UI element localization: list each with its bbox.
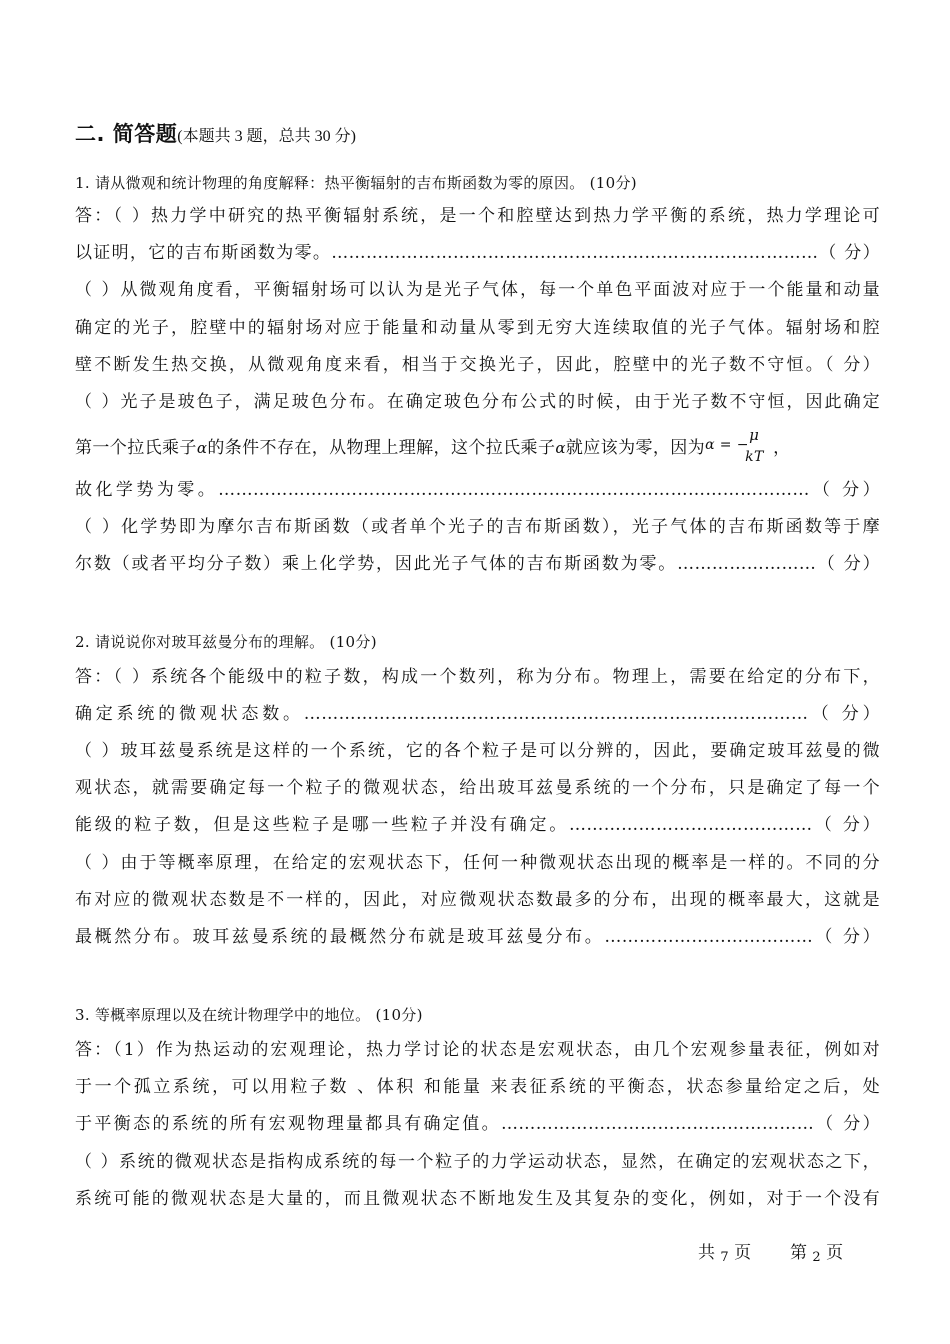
answer-2-line: （ ）玻耳兹曼系统是这样的一个系统，它的各个粒子是可以分辨的，因此，要确定玻耳兹曼的微: [75, 741, 880, 761]
answer-1-line: （ ）光子是玻色子，满足玻色分布。在确定玻色分布公式的时候，由于光子数不守恒，因此确定: [75, 392, 880, 412]
answer-3-line: 于平衡态的系统的所有宏观物理量都具有确定值。………………………………………………（ 分）: [75, 1114, 880, 1134]
answer-2-line: 布对应的微观状态数是不一样的，因此，对应微观状态数最多的分布，出现的概率最大，这就是: [75, 890, 880, 910]
answer-2-line: 观状态，就需要确定每一个粒子的微观状态，给出玻耳兹曼系统的一个分布，只是确定了每一个: [75, 778, 880, 798]
section-heading-note: (本题共 3 题，总共 30 分): [177, 128, 356, 145]
answer-1-formula-line: 第一个拉氏乘子α的条件不存在，从物理上理解，这个拉氏乘子α就应该为零，因为 α = − μ kT ，: [75, 426, 791, 465]
page-number: 第 2 页: [790, 1243, 844, 1265]
answer-1-line: （ ）从微观角度看，平衡辐射场可以认为是光子气体，每一个单色平面波对应于一个能量和动量: [75, 280, 880, 300]
answer-3-line: 答：（1）作为热运动的宏观理论，热力学讨论的状态是宏观状态，由几个宏观参量表征，例如对: [75, 1040, 880, 1060]
chemical-potential-formula: α = − μ kT: [705, 426, 764, 465]
alpha-symbol: α: [555, 439, 566, 457]
answer-1-line: （ ）化学势即为摩尔吉布斯函数（或者单个光子的吉布斯函数），光子气体的吉布斯函数等于摩: [75, 517, 880, 537]
answer-3-line: 于一个孤立系统，可以用粒子数 、体积 和能量 来表征系统的平衡态，状态参量给定之后，处: [75, 1077, 880, 1097]
answer-1-line: 尔数（或者平均分子数）乘上化学势，因此光子气体的吉布斯函数为零。……………………（ 分）: [75, 554, 880, 574]
answer-2-line: 答：（ ）系统各个能级中的粒子数，构成一个数列，称为分布。物理上，需要在给定的分布下，: [75, 667, 880, 687]
answer-2-line: （ ）由于等概率原理，在给定的宏观状态下，任何一种微观状态出现的概率是一样的。不同的分: [75, 853, 880, 873]
answer-1-line: 确定的光子，腔壁中的辐射场对应于能量和动量从零到无穷大连续取值的光子气体。辐射场和腔: [75, 318, 880, 338]
answer-1-line: 故化学势为零。…………………………………………………………………………………………（ 分）: [75, 480, 880, 500]
answer-1-line: 以证明，它的吉布斯函数为零。…………………………………………………………………………（ 分）: [75, 243, 880, 263]
answer-1-line: 答：（ ）热力学中研究的热平衡辐射系统，是一个和腔壁达到热力学平衡的系统，热力学理论可: [75, 206, 880, 226]
answer-2-line: 确定系统的微观状态数。……………………………………………………………………………（ 分）: [75, 704, 880, 724]
answer-3-line: 系统可能的微观状态是大量的，而且微观状态不断地发生及其复杂的变化，例如，对于一个没有: [75, 1189, 880, 1209]
section-heading: [75, 118, 356, 148]
answer-3-line: （ ）系统的微观状态是指构成系统的每一个粒子的力学运动状态，显然，在确定的宏观状态之下，: [75, 1152, 880, 1172]
question-3-title: 3. 等概率原理以及在统计物理学中的地位。 (10分): [75, 1006, 423, 1024]
total-pages: 共 7 页: [698, 1243, 752, 1265]
question-2-title: 2. 请说说你对玻耳兹曼分布的理解。 (10分): [75, 633, 377, 651]
answer-2-line: 能级的粒子数，但是这些粒子是哪一些粒子并没有确定。……………………………………（ 分）: [75, 815, 880, 835]
question-1-title: 1. 请从微观和统计物理的角度解释：热平衡辐射的吉布斯函数为零的原因。 (10分): [75, 174, 637, 192]
section-heading-title: 二. 简答题: [75, 122, 178, 146]
alpha-symbol: α: [196, 439, 208, 457]
answer-2-line: 最概然分布。玻耳兹曼系统的最概然分布就是玻耳兹曼分布。………………………………（ 分）: [75, 927, 880, 947]
answer-1-line: 壁不断发生热交换，从微观角度来看，相当于交换光子，因此，腔壁中的光子数不守恒。（ 分）: [75, 355, 880, 375]
